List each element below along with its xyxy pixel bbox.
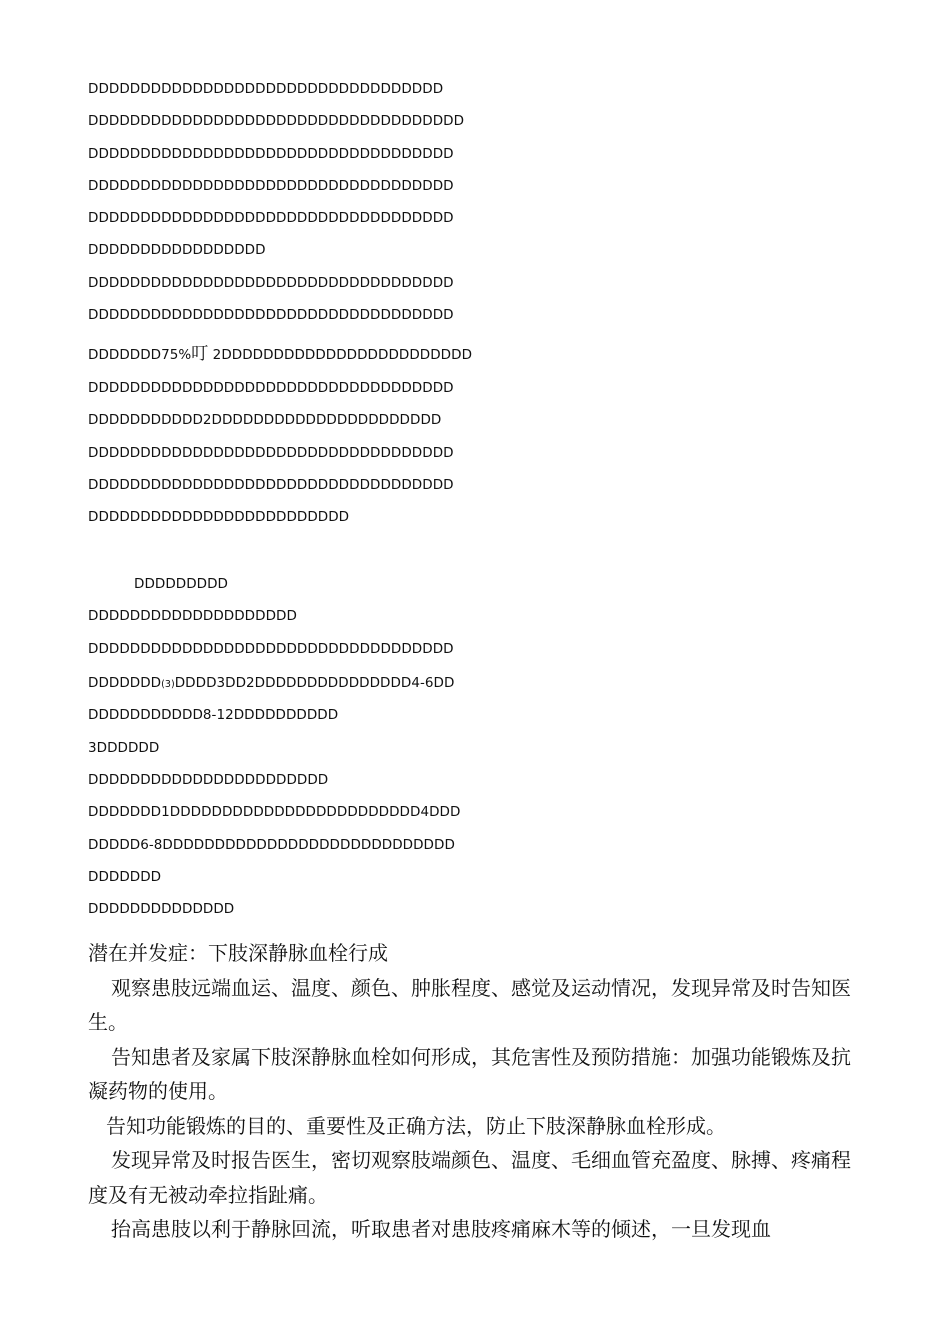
garbled-fragment: (3) [161, 679, 175, 690]
paragraph: 告知功能锻炼的目的、重要性及正确方法，防止下肢深静脉血栓形成。 [106, 1113, 726, 1138]
garbled-line: DDDDDDD1DDDDDDDDDDDDDDDDDDDDDDDD4DDD [88, 804, 461, 820]
paragraph: 发现异常及时报告医生，密切观察肢端颜色、温度、毛细血管充盈度、脉搏、疼痛程度及有无被动牵拉指趾痛。 [88, 1148, 851, 1207]
garbled-line: DDDDDDDDDDDDDDDDDDDD [88, 608, 297, 624]
garbled-line: DDDDDDDDDDDDDDDDDDDDDDDDDDDDDDDDDDD [88, 178, 454, 194]
garbled-fragment: 叮 [191, 344, 209, 364]
garbled-line: DDDDDDDDDDDDDDDDD [88, 242, 266, 258]
garbled-line: DDDDD6-8DDDDDDDDDDDDDDDDDDDDDDDDDDDD [88, 837, 455, 853]
garbled-fragment: 2DDDDDDDDDDDDDDDDDDDDDDDD [208, 347, 473, 363]
garbled-line [88, 674, 454, 694]
garbled-line: DDDDDDDDDDD2DDDDDDDDDDDDDDDDDDDDDD [88, 412, 442, 428]
garbled-line: DDDDDDDDDDDDDDDDDDDDDDDDD [88, 509, 350, 525]
garbled-fragment: DDDD3DD2DDDDDDDDDDDDDDD4-6DD [174, 675, 455, 691]
garbled-line: DDDDDDDDDDDDDD [88, 901, 235, 917]
complication-section [88, 936, 858, 1247]
garbled-line: DDDDDDDDDDDDDDDDDDDDDDD [88, 772, 329, 788]
garbled-line: DDDDDDDDDDDDDDDDDDDDDDDDDDDDDDDDDDD [88, 380, 454, 396]
garbled-line: DDDDDDDDDDDDDDDDDDDDDDDDDDDDDDDDDDD [88, 146, 454, 162]
garbled-line: DDDDDDDDDDDDDDDDDDDDDDDDDDDDDDDDDDD [88, 210, 454, 226]
garbled-line: DDDDDDDDDDDDDDDDDDDDDDDDDDDDDDDDDDDD [88, 113, 465, 129]
paragraph: 告知患者及家属下肢深静脉血栓如何形成，其危害性及预防措施：加强功能锻炼及抗凝药物的使用。 [88, 1044, 851, 1103]
garbled-line: DDDDDDDDDDDDDDDDDDDDDDDDDDDDDDDDDDD [88, 445, 454, 461]
garbled-fragment: DDDDDDD75% [88, 347, 192, 363]
garbled-line: DDDDDDDDDDDDDDDDDDDDDDDDDDDDDDDDDDD [88, 477, 454, 493]
garbled-line: DDDDDDDDDDDDDDDDDDDDDDDDDDDDDDDDDDD [88, 275, 454, 291]
section-heading: 潜在并发症：下肢深静脉血栓行成 [88, 941, 388, 965]
garbled-line [88, 345, 472, 364]
garbled-line: 3DDDDDD [88, 740, 160, 756]
garbled-line: DDDDDDDDD [134, 576, 229, 592]
garbled-line: DDDDDDDDDDDDDDDDDDDDDDDDDDDDDDDDDD [88, 81, 444, 97]
garbled-line: DDDDDDD [88, 869, 162, 885]
garbled-line: DDDDDDDDDDD8-12DDDDDDDDDD [88, 707, 339, 723]
garbled-line: DDDDDDDDDDDDDDDDDDDDDDDDDDDDDDDDDDD [88, 307, 454, 323]
paragraph: 抬高患肢以利于静脉回流，听取患者对患肢疼痛麻木等的倾述，一旦发现血 [111, 1217, 771, 1241]
garbled-fragment: DDDDDDD [88, 675, 162, 691]
garbled-line: DDDDDDDDDDDDDDDDDDDDDDDDDDDDDDDDDDD [88, 641, 454, 657]
paragraph: 观察患肢远端血运、温度、颜色、肿胀程度、感觉及运动情况，发现异常及时告知医生。 [88, 975, 851, 1034]
